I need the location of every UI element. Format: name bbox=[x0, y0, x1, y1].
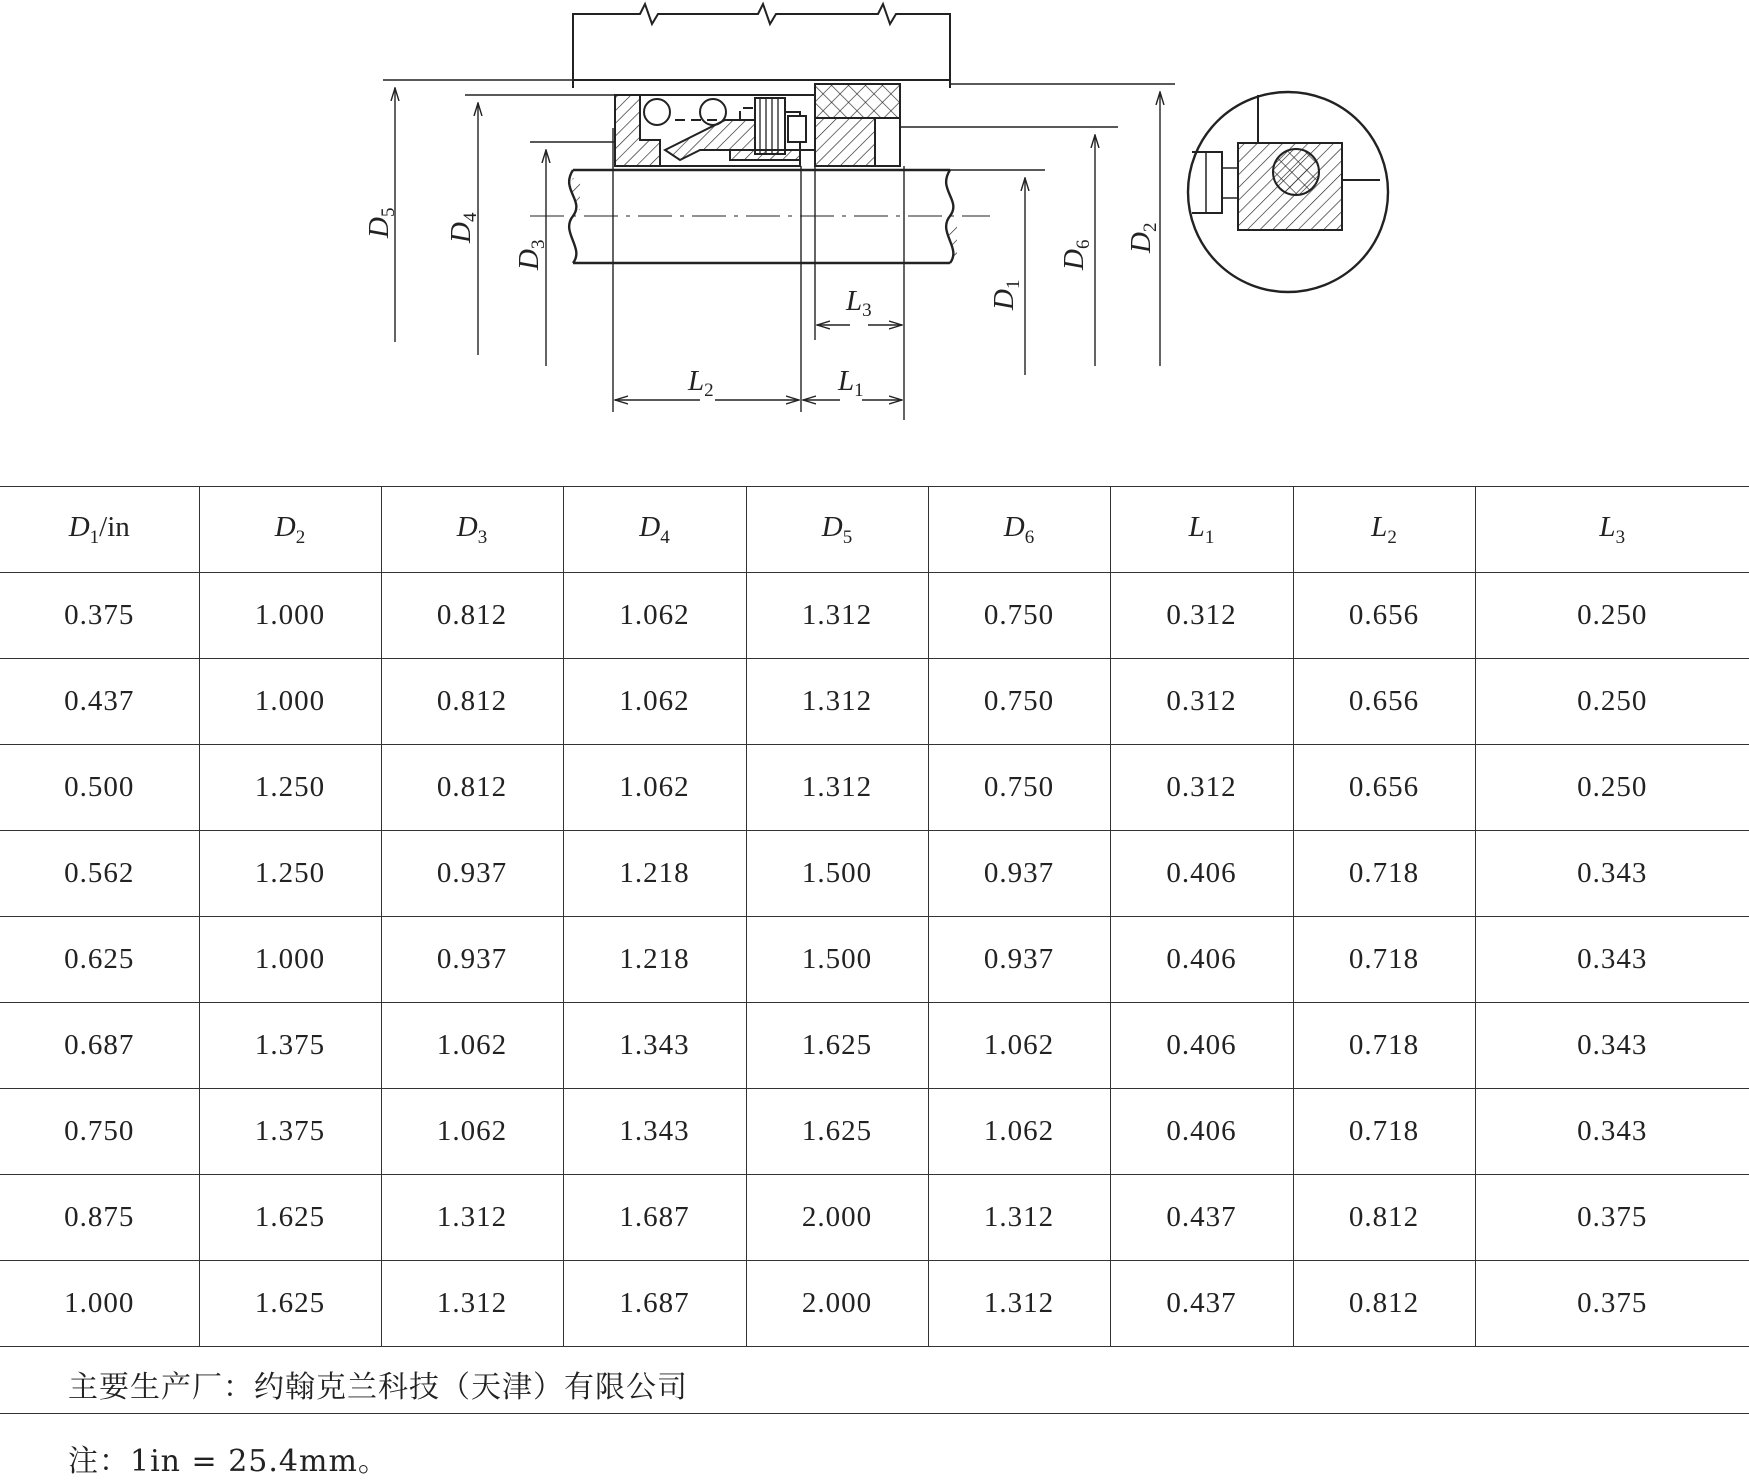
table-cell: 0.750 bbox=[928, 573, 1110, 659]
table-cell: 1.312 bbox=[746, 659, 928, 745]
table-cell: 1.625 bbox=[746, 1003, 928, 1089]
table-cell: 2.000 bbox=[746, 1261, 928, 1347]
table-cell: 1.062 bbox=[563, 659, 746, 745]
table-cell: 1.062 bbox=[928, 1089, 1110, 1175]
housing-outline bbox=[573, 4, 950, 88]
footer-divider bbox=[0, 1413, 1749, 1414]
table-row bbox=[0, 1261, 1749, 1347]
table-cell: 0.406 bbox=[1110, 1003, 1293, 1089]
table-cell: 0.718 bbox=[1293, 1003, 1475, 1089]
table-cell: 0.812 bbox=[1293, 1261, 1475, 1347]
table-cell: 1.625 bbox=[199, 1175, 381, 1261]
table-header-row bbox=[0, 487, 1749, 573]
table-cell: 0.750 bbox=[928, 745, 1110, 831]
table-cell: 0.812 bbox=[381, 659, 563, 745]
table-cell: 0.343 bbox=[1475, 831, 1749, 917]
table-cell: 1.312 bbox=[928, 1175, 1110, 1261]
table-cell: 1.062 bbox=[381, 1089, 563, 1175]
table-cell: 0.656 bbox=[1293, 659, 1475, 745]
label-l2: $L_2$ bbox=[688, 365, 714, 401]
table-cell: 0.437 bbox=[1110, 1261, 1293, 1347]
header-l3: $L_3$ bbox=[1475, 487, 1749, 573]
table-cell: 0.406 bbox=[1110, 831, 1293, 917]
table-cell: 0.250 bbox=[1475, 573, 1749, 659]
table-cell: 0.812 bbox=[381, 573, 563, 659]
detail-circle bbox=[1188, 92, 1388, 292]
table-row bbox=[0, 659, 1749, 745]
table-cell: 1.500 bbox=[746, 917, 928, 1003]
dimension-table bbox=[0, 486, 1749, 1347]
manufacturer-note: 主要生产厂：约翰克兰科技（天津）有限公司 bbox=[68, 1370, 688, 1405]
label-d6: $D_6$ bbox=[1058, 239, 1094, 270]
table-cell: 0.937 bbox=[381, 917, 563, 1003]
label-d5: $D_5$ bbox=[363, 207, 399, 238]
header-d6: $D_6$ bbox=[928, 487, 1110, 573]
table-cell: 1.375 bbox=[199, 1089, 381, 1175]
table-cell: 0.343 bbox=[1475, 917, 1749, 1003]
table-cell: 1.062 bbox=[381, 1003, 563, 1089]
table-cell: 0.812 bbox=[1293, 1175, 1475, 1261]
label-d2: $D_2$ bbox=[1125, 222, 1161, 253]
table-cell: 1.218 bbox=[563, 917, 746, 1003]
table-cell: 0.343 bbox=[1475, 1089, 1749, 1175]
table-cell: 0.562 bbox=[0, 831, 199, 917]
table-cell: 0.406 bbox=[1110, 1089, 1293, 1175]
table-row bbox=[0, 573, 1749, 659]
table-cell: 1.218 bbox=[563, 831, 746, 917]
table-cell: 1.062 bbox=[928, 1003, 1110, 1089]
table-cell: 1.000 bbox=[199, 917, 381, 1003]
table-row bbox=[0, 831, 1749, 917]
table-cell: 1.375 bbox=[199, 1003, 381, 1089]
table-cell: 0.375 bbox=[0, 573, 199, 659]
table-cell: 1.312 bbox=[928, 1261, 1110, 1347]
table-row bbox=[0, 917, 1749, 1003]
table-row bbox=[0, 1003, 1749, 1089]
table-cell: 0.312 bbox=[1110, 659, 1293, 745]
table-row bbox=[0, 745, 1749, 831]
table-cell: 1.000 bbox=[199, 573, 381, 659]
unit-note: 注：1in = 25.4mm。 bbox=[68, 1444, 389, 1479]
header-d4: $D_4$ bbox=[563, 487, 746, 573]
table-cell: 0.750 bbox=[0, 1089, 199, 1175]
label-l3: $L_3$ bbox=[846, 285, 872, 321]
table-cell: 0.250 bbox=[1475, 659, 1749, 745]
table-cell: 0.312 bbox=[1110, 573, 1293, 659]
table-cell: 0.875 bbox=[0, 1175, 199, 1261]
table-cell: 1.687 bbox=[563, 1175, 746, 1261]
table-cell: 1.000 bbox=[199, 659, 381, 745]
table-cell: 1.062 bbox=[563, 573, 746, 659]
table-cell: 1.343 bbox=[563, 1003, 746, 1089]
table-cell: 0.343 bbox=[1475, 1003, 1749, 1089]
table-cell: 0.718 bbox=[1293, 831, 1475, 917]
table-cell: 1.500 bbox=[746, 831, 928, 917]
table-cell: 0.656 bbox=[1293, 745, 1475, 831]
table-cell: 0.750 bbox=[928, 659, 1110, 745]
table-cell: 0.937 bbox=[928, 831, 1110, 917]
table-cell: 0.937 bbox=[928, 917, 1110, 1003]
table-cell: 0.250 bbox=[1475, 745, 1749, 831]
table-cell: 0.718 bbox=[1293, 1089, 1475, 1175]
table-cell: 0.500 bbox=[0, 745, 199, 831]
header-d3: $D_3$ bbox=[381, 487, 563, 573]
table-cell: 0.375 bbox=[1475, 1175, 1749, 1261]
table-cell: 1.062 bbox=[563, 745, 746, 831]
header-d2: $D_2$ bbox=[199, 487, 381, 573]
table-cell: 1.343 bbox=[563, 1089, 746, 1175]
table-cell: 1.687 bbox=[563, 1261, 746, 1347]
header-d5: $D_5$ bbox=[746, 487, 928, 573]
table-cell: 0.937 bbox=[381, 831, 563, 917]
table-cell: 1.312 bbox=[746, 745, 928, 831]
table-cell: 0.406 bbox=[1110, 917, 1293, 1003]
table-row bbox=[0, 1089, 1749, 1175]
table-cell: 0.687 bbox=[0, 1003, 199, 1089]
table-cell: 0.437 bbox=[0, 659, 199, 745]
table-cell: 0.625 bbox=[0, 917, 199, 1003]
table-cell: 0.656 bbox=[1293, 573, 1475, 659]
table-cell: 1.625 bbox=[199, 1261, 381, 1347]
table-cell: 1.312 bbox=[746, 573, 928, 659]
label-d4: $D_4$ bbox=[445, 212, 481, 243]
shaft bbox=[530, 170, 990, 263]
table-cell: 0.375 bbox=[1475, 1261, 1749, 1347]
table-cell: 0.812 bbox=[381, 745, 563, 831]
table-cell: 1.312 bbox=[381, 1175, 563, 1261]
seal-cross-section-drawing bbox=[0, 0, 1749, 470]
header-l2: $L_2$ bbox=[1293, 487, 1475, 573]
table-cell: 0.437 bbox=[1110, 1175, 1293, 1261]
table-cell: 0.718 bbox=[1293, 917, 1475, 1003]
label-d1: $D_1$ bbox=[988, 279, 1024, 310]
header-d1: $D_1/in$ bbox=[0, 487, 199, 573]
table-cell: 1.250 bbox=[199, 745, 381, 831]
header-l1: $L_1$ bbox=[1110, 487, 1293, 573]
label-l1: $L_1$ bbox=[838, 365, 864, 401]
label-d3: $D_3$ bbox=[513, 239, 549, 270]
table-cell: 2.000 bbox=[746, 1175, 928, 1261]
table-cell: 1.312 bbox=[381, 1261, 563, 1347]
table-cell: 1.000 bbox=[0, 1261, 199, 1347]
seal-assembly bbox=[615, 84, 900, 166]
table-cell: 1.625 bbox=[746, 1089, 928, 1175]
table-row bbox=[0, 1175, 1749, 1261]
table-cell: 1.250 bbox=[199, 831, 381, 917]
table-cell: 0.312 bbox=[1110, 745, 1293, 831]
dimension-labels bbox=[363, 208, 1161, 401]
